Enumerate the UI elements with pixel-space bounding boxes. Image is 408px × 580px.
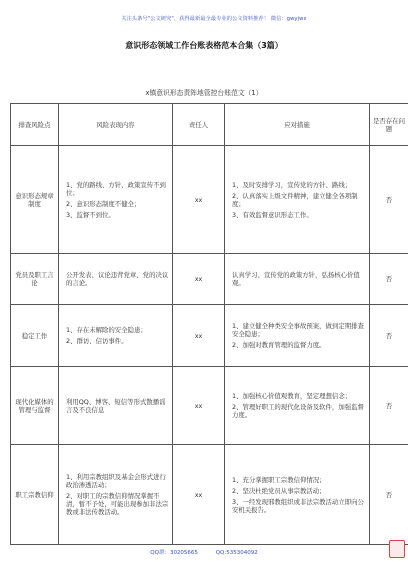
owner-cell: xx xyxy=(173,367,225,445)
content-item: 2、意识形态制度不健全； xyxy=(66,199,141,208)
risk-label: 职工宗教信仰 xyxy=(15,490,54,499)
measure-item: 3、一经发现邪教组织或非法宗教活动立即向公安机关报告。 xyxy=(232,497,364,514)
status-cell: 否 xyxy=(370,445,408,545)
measure-item: 1、充分掌握职工宗教信仰情况； xyxy=(232,475,326,484)
measure-item: 2、管理好职工的现代化设备及软件，加强监督力度。 xyxy=(232,403,364,419)
status-cell: 否 xyxy=(370,367,408,445)
footer-qq[interactable]: QQ:535304092 xyxy=(215,550,258,556)
measure-item: 2、认真落实上级文件精神，建立健全各项制度； xyxy=(232,191,358,208)
content-cell xyxy=(59,305,173,367)
header-measures: 应对措施 xyxy=(225,104,370,146)
bookmark-icon[interactable] xyxy=(389,540,405,558)
page-footer xyxy=(0,548,408,556)
owner-cell: xx xyxy=(173,146,225,254)
measure-item: 1、及时安排学习，宣传党的方针、路线； xyxy=(232,180,352,189)
content-item: 公开发表、议论违背党章、党的决议的言论。 xyxy=(66,271,169,287)
status-cell: 否 xyxy=(370,146,408,254)
risk-label: 意识形态规章制度 xyxy=(15,191,54,208)
content-item: 2、群访、信访事件。 xyxy=(66,337,128,345)
risk-cell xyxy=(11,254,59,305)
measures-cell xyxy=(225,367,370,445)
ledger-table xyxy=(10,103,408,545)
risk-cell xyxy=(11,305,59,367)
header-risk-point: 排查风险点 xyxy=(11,104,59,146)
risk-label: 稳定工作 xyxy=(21,331,48,340)
status-cell: 否 xyxy=(370,305,408,367)
owner-cell: xx xyxy=(173,305,225,367)
document-title: 意识形态领域工作台账表格范本合集（3篇） xyxy=(125,41,283,50)
content-cell xyxy=(59,254,173,305)
content-item: 3、监督不到位。 xyxy=(66,210,115,219)
measure-item: 1、建立健全种类安全事故预案，做到定期排查安全隐患； xyxy=(232,322,364,338)
risk-cell xyxy=(11,367,59,445)
content-item: 1、存在未解除的安全隐患； xyxy=(66,326,147,334)
content-item: 利用QQ、博客、短信等形式散播谣言及不良信息 xyxy=(66,397,166,414)
measure-item: 1、加强核心价值观教育，坚定理想信念； xyxy=(232,392,352,400)
risk-label: 党员及职工言论 xyxy=(15,271,54,287)
header-risk-content: 风险表现内容 xyxy=(59,104,173,146)
content-cell xyxy=(59,367,173,445)
measure-item: 2、坚决杜绝党员从事宗教活动； xyxy=(232,486,326,495)
measure-item: 3、有效监督意识形态工作。 xyxy=(232,210,313,219)
status-cell: 否 xyxy=(370,254,408,305)
table-row xyxy=(11,305,408,367)
table-subtitle: x镇意识形态责阵地管控台账范文（1） xyxy=(145,89,263,97)
header-owner: 责任人 xyxy=(173,104,225,146)
owner-cell: xx xyxy=(173,445,225,545)
footer-qq-group[interactable]: QQ群：30205665 xyxy=(150,550,198,556)
header-has-problem: 是否存在问题 xyxy=(370,104,408,146)
header-notice[interactable]: 关注头条号"公文研究"，获得最新最全最专业的公文资料推荐！ 微信：gwyjwx xyxy=(121,16,307,22)
risk-cell xyxy=(11,445,59,545)
measures-cell xyxy=(225,445,370,545)
content-cell xyxy=(59,146,173,254)
owner-cell: xx xyxy=(173,254,225,305)
measures-cell xyxy=(225,146,370,254)
measures-cell xyxy=(225,305,370,367)
table-header-row xyxy=(11,104,408,146)
risk-label: 现代化媒体的管理与监督 xyxy=(15,397,54,414)
table-row xyxy=(11,445,408,545)
table-row xyxy=(11,367,408,445)
table-row xyxy=(11,254,408,305)
measure-item: 认真学习、宣传党的政策方针，弘扬核心价值观。 xyxy=(232,271,360,287)
content-item: 2、对职工的宗教信仰情况掌握不清，暂不予处，可能出现参加非法宗教或非法传教活动。 xyxy=(66,492,169,516)
measure-item: 2、加强对教育管理的监督力度。 xyxy=(232,341,326,349)
risk-cell xyxy=(11,146,59,254)
measures-cell xyxy=(225,254,370,305)
table-row xyxy=(11,146,408,254)
content-cell xyxy=(59,445,173,545)
content-item: 1、党的路线、方针、政策宣传不到位； xyxy=(66,180,166,197)
content-item: 1、利用宗教组织及基金会形式进行政治渗透活动； xyxy=(66,473,166,489)
